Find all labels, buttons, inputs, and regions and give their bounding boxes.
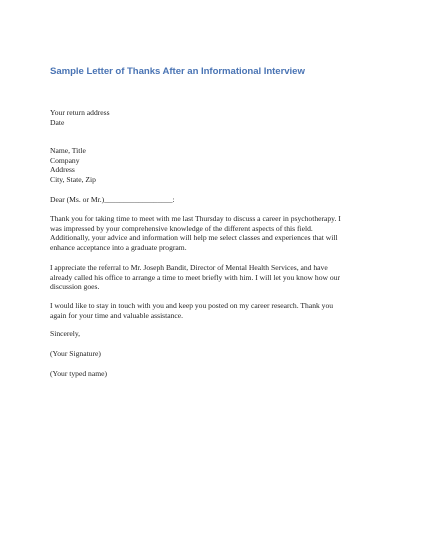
paragraph-2 [50, 263, 390, 292]
signature-placeholder [50, 349, 390, 359]
paragraph-1 [50, 214, 390, 252]
recipient-company-line: Company [50, 155, 80, 165]
signature-line: (Your Signature) [50, 349, 101, 358]
paragraph-line: discussion goes. [50, 282, 100, 292]
date-line: Date [50, 117, 65, 127]
salutation [50, 195, 390, 205]
recipient-name-line: Name, Title [50, 146, 86, 155]
paragraph-line: enhance acceptance into a graduate program. [50, 242, 187, 252]
recipient-address-block [50, 146, 390, 184]
document-title: Sample Letter of Thanks After an Informational Interview [50, 66, 305, 77]
paragraph-line: Additionally, your advice and information will help me select classes and experiences that will [50, 233, 338, 243]
paragraph-line: I appreciate the referral to Mr. Joseph Bandit, Director of Mental Health Services, and have [50, 263, 328, 272]
paragraph-line: already called his office to arrange a time to meet briefly with him. I will let you know how our [50, 272, 341, 282]
paragraph-line: Thank you for taking time to meet with me last Thursday to discuss a career in psychotherapy. I [50, 214, 341, 223]
paragraph-3 [50, 301, 390, 320]
return-address-line: Your return address [50, 108, 110, 117]
closing [50, 329, 390, 339]
recipient-address-line: Address [50, 165, 75, 175]
recipient-city-line: City, State, Zip [50, 174, 96, 184]
paragraph-line: was impressed by your comprehensive knowledge of the different aspects of this field. [50, 223, 313, 233]
salutation-line: Dear (Ms. or Mr.)__________________: [50, 195, 175, 204]
paragraph-line: again for your time and valuable assistance. [50, 310, 184, 320]
closing-line: Sincerely, [50, 329, 81, 338]
typed-name-placeholder [50, 369, 390, 379]
return-address-block [50, 108, 390, 127]
paragraph-line: I would like to stay in touch with you and keep you posted on my career research. Thank you [50, 301, 334, 310]
typed-name-line: (Your typed name) [50, 369, 108, 378]
